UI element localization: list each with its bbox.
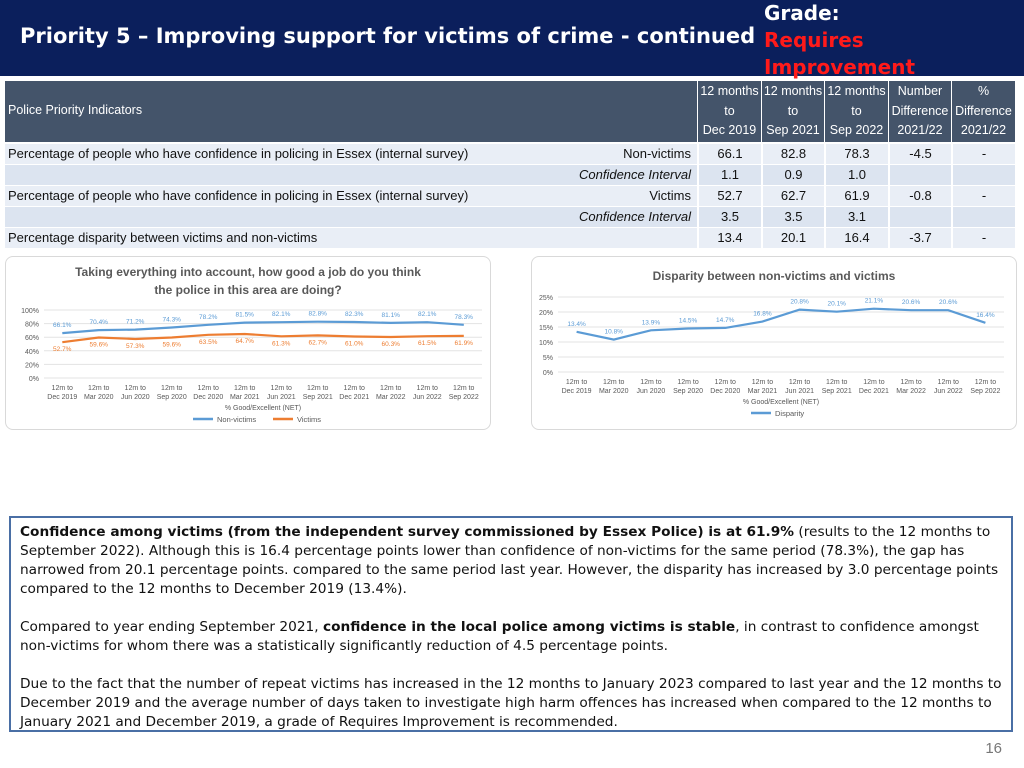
x-tick-label: Sep 2020 (156, 394, 187, 401)
x-tick-label: Sep 2022 (970, 388, 1001, 395)
col-header-sep2021 (761, 81, 824, 142)
data-label: 14.7% (716, 316, 735, 324)
data-label: 21.1% (864, 297, 884, 305)
cell-number-diff (888, 207, 951, 227)
data-label: 16.4% (976, 311, 995, 319)
cell-sep2022: 16.4 (824, 228, 888, 248)
disparity-chart (531, 256, 1017, 430)
page-title: Priority 5 – Improving support for victims of crime - continued (20, 24, 756, 48)
summary-p2-post: , in contrast to confidence amongst non-victims for whom there was a statistically significantly reduction of 4.5 percentage points. (20, 619, 979, 654)
indicator-column-header: Police Priority Indicators (8, 103, 143, 117)
row-category: Confidence Interval (578, 167, 691, 182)
chart-title-line1: Taking everything into account, how good a job do you think (75, 265, 421, 279)
data-label: 71.2% (126, 318, 145, 326)
data-label: 61.5% (418, 340, 437, 348)
summary-textbox (9, 516, 1013, 732)
series-line-victims (62, 334, 464, 342)
cell-sep2022: 1.0 (824, 165, 888, 185)
x-tick-label: Sep 2021 (821, 388, 852, 395)
chart-title-line2: the police in this area are doing? (154, 283, 342, 297)
data-label: 82.8% (308, 310, 327, 318)
row-category: Confidence Interval (578, 209, 691, 224)
legend-label: Disparity (775, 409, 805, 418)
y-tick-label: 40% (24, 348, 39, 356)
confidence-chart (5, 256, 491, 430)
col-header-line: 12 months (827, 84, 886, 98)
y-tick-label: 20% (538, 310, 553, 317)
x-tick-label: 12m to (270, 385, 292, 392)
data-label: 74.3% (162, 316, 181, 324)
data-label: 16.8% (753, 310, 772, 318)
x-tick-label: 12m to (714, 379, 736, 386)
x-tick-label: Jun 2020 (120, 394, 150, 401)
data-label: 61.3% (272, 340, 291, 348)
x-tick-label: 12m to (124, 385, 146, 392)
data-label: 62.7% (308, 339, 327, 347)
col-header-line: 2021/22 (960, 123, 1007, 137)
col-header-line: Sep 2022 (829, 123, 884, 137)
data-label: 61.9% (454, 339, 473, 347)
col-header-line: 2021/22 (897, 123, 943, 137)
data-label: 13.4% (567, 320, 586, 328)
data-label: 82.3% (345, 311, 364, 319)
x-tick-label: Dec 2020 (710, 388, 741, 395)
x-tick-label: 12m to (88, 385, 110, 392)
cell-pct-diff (951, 165, 1015, 185)
data-label: 81.5% (235, 311, 254, 319)
confidence-chart-plot (6, 257, 490, 429)
table-row (5, 165, 1015, 185)
x-tick-label: 12m to (380, 385, 402, 392)
data-label: 20.6% (901, 299, 921, 307)
cell-dec2019: 52.7 (697, 186, 761, 206)
x-tick-label: 12m to (603, 379, 625, 386)
header-bar (0, 0, 1024, 79)
col-header-sep2022 (824, 81, 888, 142)
x-tick-label: 12m to (161, 385, 183, 392)
data-label: 60.3% (381, 340, 400, 348)
data-label: 10.8% (604, 328, 623, 336)
x-tick-label: Sep 2021 (302, 394, 333, 401)
summary-paragraph-2 (20, 618, 1002, 656)
x-tick-label: 12m to (234, 385, 256, 392)
summary-p1-rest: (results to the 12 months to September 2022). Although this is 16.4 percentage points lower than confidence of non-victims for the same period (78.3%), the gap has narrowed from 20.1 percentage points. compared to the same period last year. However, the disparity has increased by 3.0 percentage points compared to the 12 months to December 2019 (13.4%). (20, 524, 999, 597)
x-tick-label: Jun 2022 (412, 394, 442, 401)
x-tick-label: 12m to (197, 385, 219, 392)
summary-p2-pre: Compared to year ending September 2021, (20, 619, 323, 635)
y-tick-label: 5% (542, 355, 553, 362)
data-label: 66.1% (53, 322, 72, 330)
y-tick-label: 60% (24, 335, 39, 343)
grade-value-line2: Improvement (764, 55, 916, 79)
y-tick-label: 80% (24, 321, 39, 329)
x-tick-label: 12m to (453, 385, 475, 392)
col-header-line: to (851, 103, 862, 118)
y-tick-label: 100% (21, 308, 39, 315)
x-tick-label: Jun 2022 (933, 388, 963, 395)
legend-label: Non-victims (217, 415, 257, 424)
data-label: 78.3% (454, 313, 473, 321)
x-tick-label: 12m to (863, 379, 885, 386)
x-tick-label: 12m to (640, 379, 662, 386)
col-header-line: Number (897, 84, 943, 98)
y-tick-label: 25% (538, 295, 553, 302)
data-label: 20.8% (790, 298, 809, 306)
table-row (5, 207, 1015, 227)
x-tick-label: Mar 2021 (747, 388, 778, 395)
cell-pct-diff: - (951, 186, 1015, 206)
row-category: Victims (649, 188, 691, 203)
col-header-line: to (787, 103, 799, 118)
table-row (5, 144, 1015, 164)
x-tick-label: Jun 2020 (636, 388, 666, 395)
cell-number-diff: -4.5 (888, 144, 951, 164)
summary-paragraph-3: Due to the fact that the number of repeat victims has increased in the 12 months to January 2023 compared to last year and the 12 months to December 2019 and the average number of days taken to investigate high harm offences has increased when compared to the 12 months to January 2021 and December 2019, a grade of Requires Improvement is recommended. (20, 676, 1002, 730)
cell-sep2021: 0.9 (761, 165, 824, 185)
cell-sep2021: 62.7 (761, 186, 824, 206)
y-tick-label: 20% (24, 362, 39, 370)
x-tick-label: 12m to (307, 385, 329, 392)
x-tick-label: Dec 2019 (561, 388, 592, 395)
data-label: 20.1% (827, 300, 846, 308)
x-tick-label: Mar 2022 (375, 394, 406, 401)
cell-number-diff: -3.7 (888, 228, 951, 248)
col-header-number-diff (888, 81, 951, 142)
y-tick-label: 0% (542, 370, 553, 377)
x-tick-label: Mar 2022 (896, 388, 926, 395)
x-tick-label: Mar 2020 (598, 388, 629, 395)
cell-sep2021: 82.8 (761, 144, 824, 164)
table-row (5, 186, 1015, 206)
col-header-line: Difference (891, 103, 949, 118)
cell-sep2022: 61.9 (824, 186, 888, 206)
disparity-chart-plot (532, 257, 1016, 429)
x-tick-label: 12m to (788, 379, 811, 386)
data-label: 78.2% (199, 313, 218, 321)
x-tick-label: 12m to (416, 385, 438, 392)
col-header-line: % (977, 84, 990, 98)
x-tick-label: Mar 2020 (83, 394, 114, 401)
x-tick-label: Jun 2021 (785, 388, 814, 395)
row-description: Percentage of people who have confidence in policing in Essex (internal survey) (8, 146, 469, 161)
y-tick-label: 10% (538, 340, 553, 347)
x-tick-label: Dec 2019 (47, 394, 78, 401)
cell-sep2021: 3.5 (761, 207, 824, 227)
data-label: 70.4% (89, 319, 108, 327)
legend-label: Victims (297, 415, 322, 424)
table-row (5, 228, 1015, 248)
grade-value-line1: Requires (764, 28, 864, 52)
col-header-dec2019 (697, 81, 761, 142)
x-tick-label: Dec 2021 (339, 394, 370, 401)
data-label: 52.7% (53, 346, 72, 354)
y-tick-label: 15% (538, 325, 553, 332)
col-header-line: Dec 2019 (702, 123, 757, 137)
cell-pct-diff: - (951, 144, 1015, 164)
table-header (5, 81, 1015, 142)
y-tick-label: 0% (28, 376, 39, 383)
row-description: Percentage of people who have confidence in policing in Essex (internal survey) (8, 188, 469, 203)
data-label: 63.5% (199, 338, 218, 346)
data-label: 82.1% (418, 311, 437, 319)
cell-pct-diff: - (951, 228, 1015, 248)
data-label: 64.7% (235, 338, 254, 346)
col-header-line: to (724, 103, 735, 118)
data-label: 81.1% (381, 311, 400, 319)
page-number: 16 (985, 740, 1002, 757)
summary-p2-bold: confidence in the local police among victims is stable (322, 619, 736, 635)
cell-sep2022: 3.1 (824, 207, 888, 227)
x-tick-label: 12m to (937, 379, 959, 386)
data-label: 61.0% (345, 340, 364, 348)
cell-dec2019: 13.4 (697, 228, 761, 248)
x-tick-label: 12m to (826, 379, 848, 386)
x-tick-label: 12m to (900, 379, 922, 386)
x-tick-label: 12m to (51, 385, 73, 392)
data-label: 59.6% (162, 341, 181, 349)
x-tick-label: Dec 2020 (193, 394, 224, 401)
x-tick-label: Mar 2021 (229, 394, 260, 401)
cell-sep2022: 78.3 (824, 144, 888, 164)
x-axis-title: % Good/Excellent (NET) (742, 399, 820, 406)
x-tick-label: 12m to (751, 379, 774, 386)
cell-number-diff (888, 165, 951, 185)
row-category: Non-victims (623, 146, 691, 161)
cell-pct-diff (951, 207, 1015, 227)
col-header-line: Difference (955, 103, 1012, 118)
cell-number-diff: -0.8 (888, 186, 951, 206)
col-header-line: 12 months (763, 84, 823, 98)
x-tick-label: 12m to (677, 379, 699, 386)
x-tick-label: Jun 2021 (266, 394, 296, 401)
x-tick-label: Sep 2022 (448, 394, 479, 401)
x-tick-label: 12m to (974, 379, 997, 386)
chart-title-line1: Disparity between non-victims and victims (652, 269, 896, 283)
series-line-disparity (577, 309, 986, 340)
x-tick-label: 12m to (343, 385, 365, 392)
summary-paragraph-1 (20, 523, 1002, 599)
grade-block (764, 0, 915, 81)
x-tick-label: Dec 2021 (858, 388, 889, 395)
cell-dec2019: 66.1 (697, 144, 761, 164)
data-label: 82.1% (272, 311, 291, 319)
cell-sep2021: 20.1 (761, 228, 824, 248)
col-header-line: 12 months (700, 84, 759, 98)
cell-dec2019: 3.5 (697, 207, 761, 227)
data-label: 57.3% (126, 343, 145, 351)
grade-label: Grade: (764, 1, 840, 25)
data-label: 14.5% (678, 317, 698, 325)
x-tick-label: Sep 2020 (673, 388, 704, 395)
col-header-line: Sep 2021 (766, 123, 820, 137)
col-header-pct-diff (951, 81, 1015, 142)
summary-p1-bold: Confidence among victims (from the independent survey commissioned by Essex Police) is at 61.9% (20, 524, 794, 540)
data-label: 20.6% (939, 299, 958, 307)
cell-dec2019: 1.1 (697, 165, 761, 185)
x-axis-title: % Good/Excellent (NET) (224, 405, 302, 412)
x-tick-label: 12m to (565, 379, 588, 386)
data-label: 13.9% (641, 319, 661, 327)
row-description: Percentage disparity between victims and non-victims (8, 230, 318, 245)
data-label: 59.6% (89, 341, 108, 349)
